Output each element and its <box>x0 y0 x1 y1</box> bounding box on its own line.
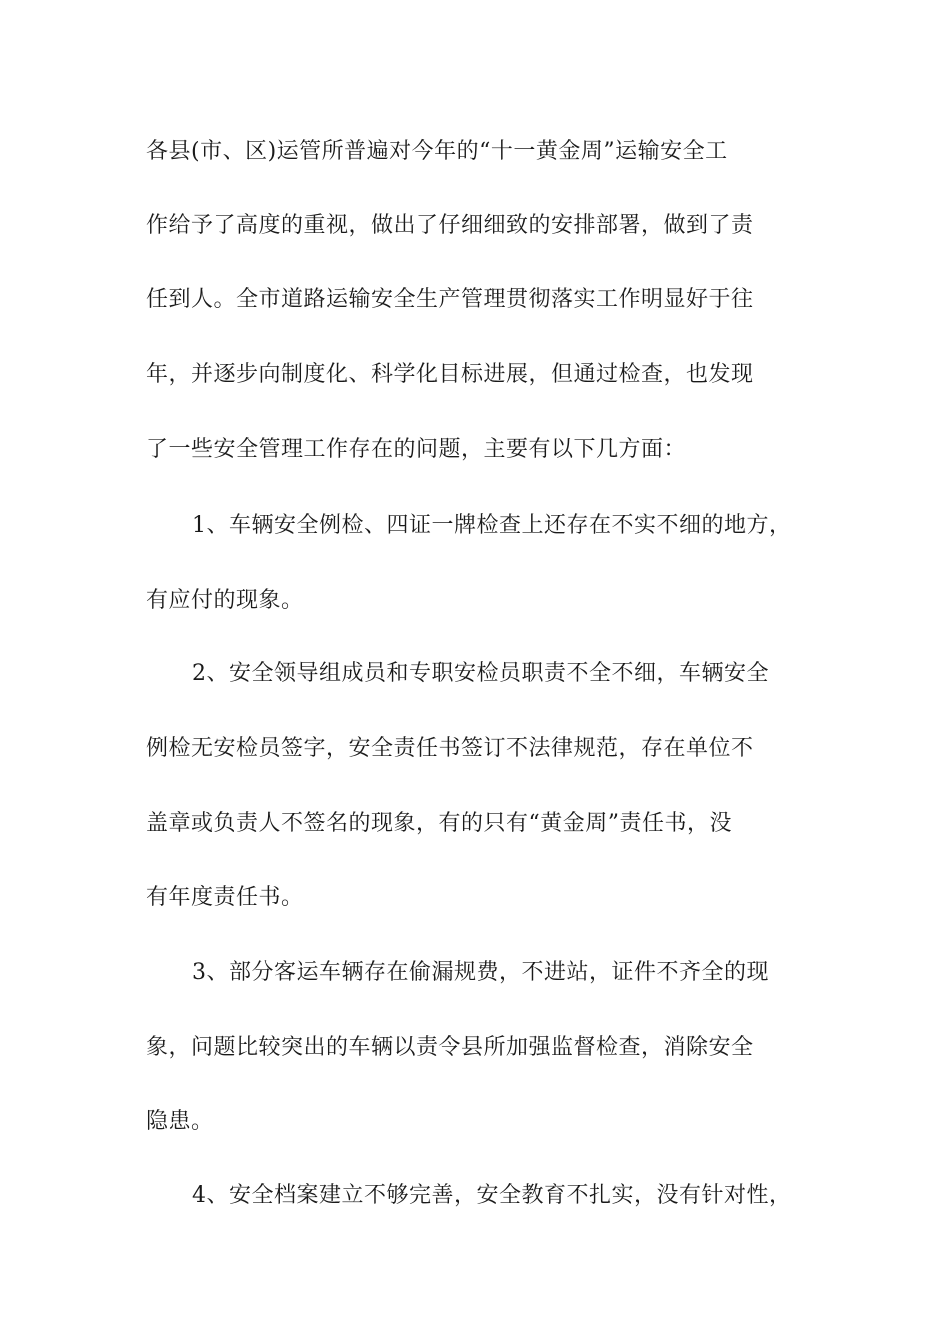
paragraph-line: 作给予了高度的重视，做出了仔细细致的安排部署，做到了责 <box>146 213 754 238</box>
paragraph-line: 了一些安全管理工作存在的问题，主要有以下几方面： <box>146 437 687 462</box>
list-item-1-line: 1、车辆安全例检、四证一牌检查上还存在不实不细的地方， <box>192 513 792 538</box>
list-item-2-line: 2、安全领导组成员和专职安检员职责不全不细，车辆安全 <box>192 661 769 686</box>
list-item-3-line: 3、部分客运车辆存在偷漏规费，不进站，证件不齐全的现 <box>192 960 769 985</box>
list-item-3-line: 隐患。 <box>146 1109 214 1134</box>
list-item-2-line: 有年度责任书。 <box>146 885 304 910</box>
paragraph-line: 年，并逐步向制度化、科学化目标进展，但通过检查，也发现 <box>146 362 754 387</box>
list-item-1-line: 有应付的现象。 <box>146 588 304 613</box>
list-item-3-line: 象，问题比较突出的车辆以责令县所加强监督检查，消除安全 <box>146 1035 754 1060</box>
list-item-2-line: 盖章或负责人不签名的现象，有的只有“黄金周”责任书，没 <box>146 811 732 836</box>
paragraph-line: 各县(市、区)运管所普遍对今年的“十一黄金周”运输安全工 <box>146 139 728 164</box>
list-item-4-line: 4、安全档案建立不够完善，安全教育不扎实，没有针对性， <box>192 1183 792 1208</box>
paragraph-line: 任到人。全市道路运输安全生产管理贯彻落实工作明显好于往 <box>146 287 754 312</box>
list-item-2-line: 例检无安检员签字，安全责任书签订不法律规范，存在单位不 <box>146 736 754 761</box>
